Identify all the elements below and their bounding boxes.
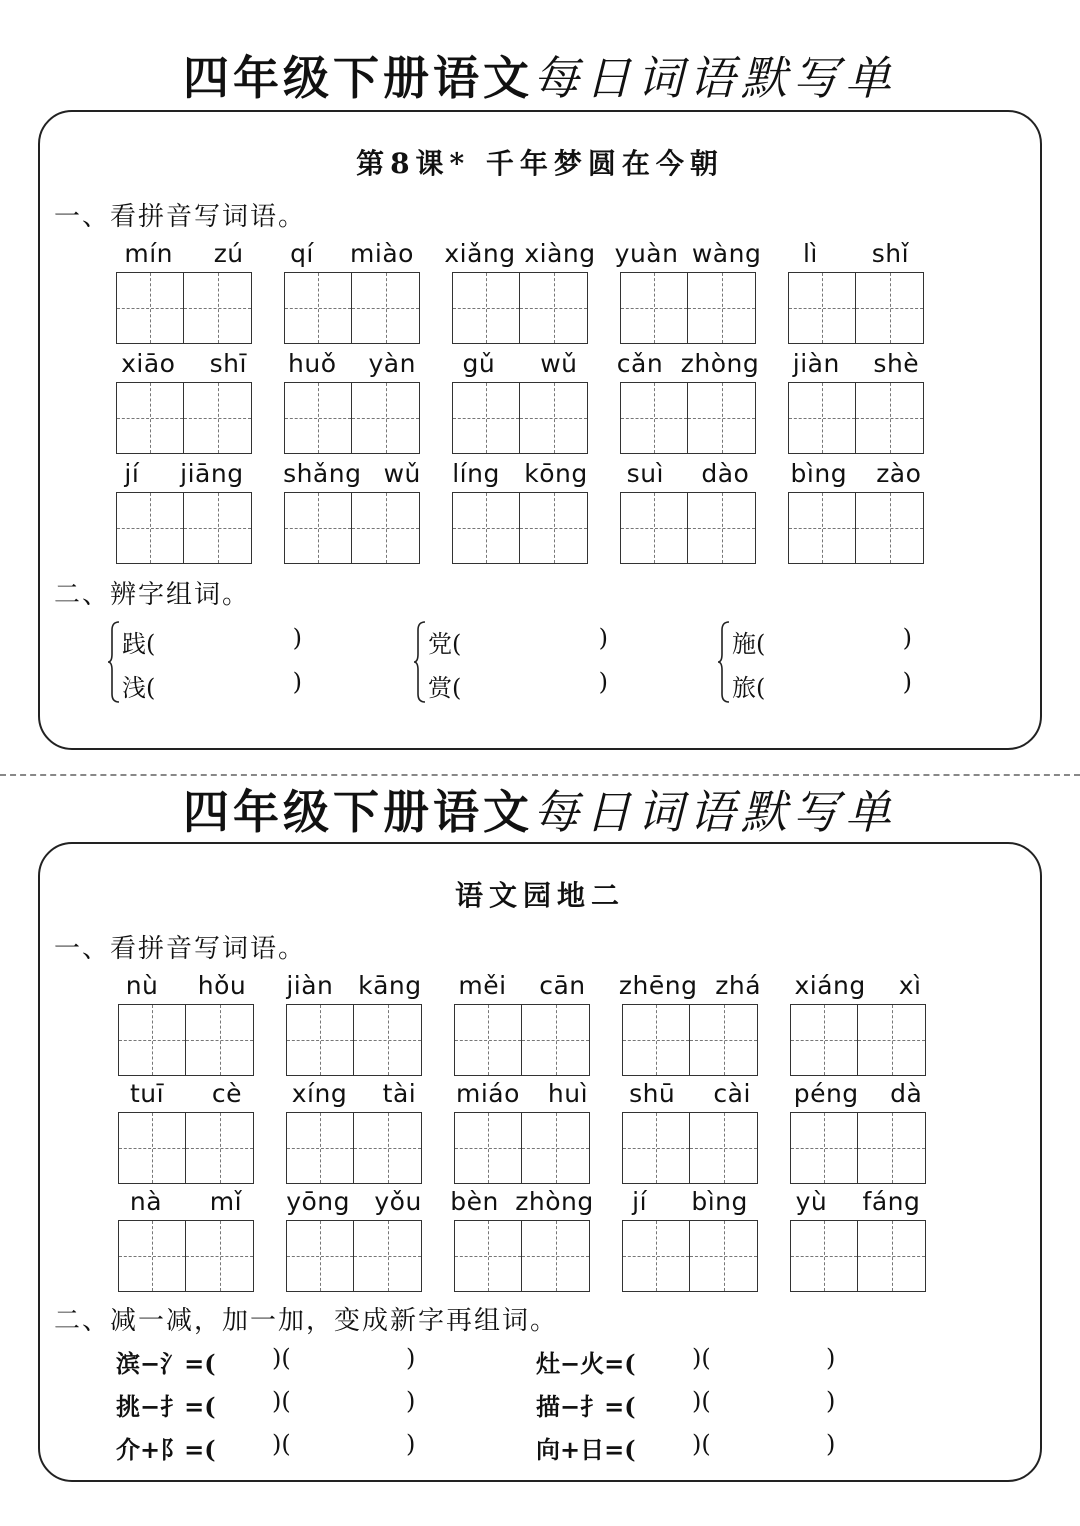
pinyin-label xyxy=(778,968,938,1002)
pinyin-syllable: wǔ xyxy=(383,458,421,488)
pinyin-syllable: shǐ xyxy=(871,238,910,268)
writing-box[interactable] xyxy=(286,1004,354,1076)
pinyin-syllable: zhòng xyxy=(680,348,760,378)
pinyin-syllable: suì xyxy=(626,458,664,488)
pinyin-syllable: kāng xyxy=(358,970,422,1000)
word-cell xyxy=(620,456,756,566)
writing-box[interactable] xyxy=(116,492,184,564)
section-pinyin-heading: 一、看拼音写词语。 xyxy=(54,202,307,232)
writing-box[interactable] xyxy=(620,492,688,564)
word-cell xyxy=(444,236,596,346)
answer-blank-paren: )( xyxy=(692,1387,711,1415)
pinyin-syllable: xíng xyxy=(291,1078,348,1108)
answer-blank-paren: )( xyxy=(692,1430,711,1458)
pinyin-syllable: wàng xyxy=(691,238,762,268)
pinyin-label xyxy=(776,346,936,380)
pinyin-syllable: bìng xyxy=(691,1186,748,1216)
pinyin-label xyxy=(778,1076,938,1110)
pinyin-syllable: zhēng xyxy=(618,970,698,1000)
pinyin-label xyxy=(776,456,936,490)
tianzige-box-pair xyxy=(788,272,924,344)
writing-box[interactable] xyxy=(284,382,352,454)
pinyin-label xyxy=(272,456,432,490)
writing-box[interactable] xyxy=(858,1112,926,1184)
writing-box[interactable] xyxy=(688,272,756,344)
pinyin-syllable: wǔ xyxy=(540,348,578,378)
equation-line[interactable] xyxy=(116,1383,436,1423)
equation-line[interactable] xyxy=(536,1340,856,1380)
equation-line[interactable] xyxy=(536,1383,856,1423)
writing-box[interactable] xyxy=(454,1220,522,1292)
sheet2-title-sub: 每日词语默写单 xyxy=(533,785,897,839)
word-blank-paren: ) xyxy=(826,1387,836,1415)
writing-box[interactable] xyxy=(790,1004,858,1076)
pinyin-syllable: zào xyxy=(876,458,922,488)
writing-box[interactable] xyxy=(690,1004,758,1076)
char-prompt: 党( xyxy=(428,630,462,658)
section-add-subtract-heading: 二、减一减，加一加，变成新字再组词。 xyxy=(54,1306,559,1336)
pinyin-syllable: miáo xyxy=(455,1078,520,1108)
cut-line-divider xyxy=(0,774,1080,776)
pinyin-syllable: qí xyxy=(290,238,314,268)
tianzige-box-pair xyxy=(620,382,756,454)
pinyin-syllable: yōng xyxy=(286,1186,350,1216)
writing-box[interactable] xyxy=(788,382,856,454)
answer-blank-paren: )( xyxy=(272,1430,291,1458)
char-pair-line[interactable] xyxy=(122,664,302,704)
writing-box[interactable] xyxy=(284,492,352,564)
char-prompt: 赏( xyxy=(428,674,462,702)
word-cell xyxy=(616,346,760,456)
pinyin-syllable: huǒ xyxy=(288,348,337,378)
pinyin-label xyxy=(440,456,600,490)
pinyin-syllable: tài xyxy=(382,1078,417,1108)
equation-expression: 挑−扌=( xyxy=(116,1392,216,1421)
writing-box[interactable] xyxy=(690,1220,758,1292)
equation-expression: 向+日=( xyxy=(536,1435,636,1464)
pinyin-label xyxy=(440,346,600,380)
pinyin-syllable: tuī xyxy=(129,1078,165,1108)
writing-box[interactable] xyxy=(858,1004,926,1076)
pinyin-syllable: huì xyxy=(547,1078,589,1108)
tianzige-box-pair xyxy=(284,492,420,564)
word-cell xyxy=(454,1076,590,1186)
section-distinguish-heading: 二、辨字组词。 xyxy=(54,580,251,610)
writing-box[interactable] xyxy=(622,1220,690,1292)
equation-line[interactable] xyxy=(116,1340,436,1380)
sheet1-card xyxy=(38,110,1042,750)
char-prompt: 施( xyxy=(732,630,766,658)
writing-box[interactable] xyxy=(688,492,756,564)
writing-box[interactable] xyxy=(858,1220,926,1292)
writing-box[interactable] xyxy=(286,1112,354,1184)
pinyin-label xyxy=(608,236,768,270)
pinyin-syllable: dà xyxy=(890,1078,923,1108)
pinyin-label xyxy=(442,1184,602,1218)
pinyin-syllable: xiàng xyxy=(524,238,596,268)
word-cell xyxy=(452,456,588,566)
writing-box[interactable] xyxy=(522,1004,590,1076)
writing-box[interactable] xyxy=(522,1112,590,1184)
tianzige-box-pair xyxy=(286,1004,422,1076)
pinyin-label xyxy=(610,968,770,1002)
writing-box[interactable] xyxy=(286,1220,354,1292)
tianzige-box-pair xyxy=(116,382,252,454)
writing-box[interactable] xyxy=(690,1112,758,1184)
answer-blank-paren: )( xyxy=(692,1344,711,1372)
writing-box[interactable] xyxy=(354,1004,422,1076)
tianzige-box-pair xyxy=(790,1220,926,1292)
close-paren: ) xyxy=(598,624,608,652)
pinyin-syllable: lì xyxy=(802,238,818,268)
close-paren: ) xyxy=(598,668,608,696)
word-cell xyxy=(116,346,252,456)
writing-box[interactable] xyxy=(520,382,588,454)
pinyin-label xyxy=(610,1184,770,1218)
tianzige-box-pair xyxy=(284,382,420,454)
pinyin-syllable: shū xyxy=(629,1078,676,1108)
word-cell xyxy=(788,236,924,346)
sheet1-title-sub: 每日词语默写单 xyxy=(533,51,897,105)
tianzige-box-pair xyxy=(790,1112,926,1184)
word-cell xyxy=(284,236,420,346)
writing-box[interactable] xyxy=(118,1112,186,1184)
word-cell xyxy=(622,1076,758,1186)
word-cell xyxy=(284,456,420,566)
close-paren: ) xyxy=(902,668,912,696)
pinyin-syllable: xiǎng xyxy=(444,238,516,268)
pinyin-syllable: yàn xyxy=(368,348,416,378)
word-cell xyxy=(116,456,252,566)
char-prompt: 践( xyxy=(122,630,156,658)
word-cell xyxy=(118,968,254,1078)
pinyin-syllable: gǔ xyxy=(462,348,496,378)
pinyin-syllable: jí xyxy=(632,1186,648,1216)
pinyin-label xyxy=(778,1184,938,1218)
writing-box[interactable] xyxy=(856,382,924,454)
pinyin-syllable: jí xyxy=(124,458,140,488)
tianzige-box-pair xyxy=(454,1004,590,1076)
pinyin-label xyxy=(104,456,264,490)
writing-box[interactable] xyxy=(520,272,588,344)
pinyin-syllable: xiāo xyxy=(121,348,176,378)
sheet2-title xyxy=(0,784,1080,840)
pinyin-label xyxy=(776,236,936,270)
word-cell xyxy=(618,968,762,1078)
pinyin-label xyxy=(274,1076,434,1110)
writing-box[interactable] xyxy=(688,382,756,454)
tianzige-box-pair xyxy=(118,1004,254,1076)
pinyin-syllable: shè xyxy=(873,348,920,378)
pinyin-syllable: shǎng xyxy=(283,458,362,488)
char-pair-line[interactable] xyxy=(122,620,302,660)
writing-box[interactable] xyxy=(184,382,252,454)
pinyin-syllable: bèn xyxy=(450,1186,499,1216)
writing-box[interactable] xyxy=(184,272,252,344)
pinyin-label xyxy=(440,236,600,270)
writing-box[interactable] xyxy=(354,1220,422,1292)
word-cell xyxy=(790,1076,926,1186)
word-cell xyxy=(284,346,420,456)
equation-expression: 滨−氵=( xyxy=(116,1349,216,1378)
writing-box[interactable] xyxy=(186,1220,254,1292)
pinyin-syllable: cān xyxy=(539,970,586,1000)
tianzige-box-pair xyxy=(452,492,588,564)
word-cell xyxy=(118,1076,254,1186)
pinyin-syllable: yuàn xyxy=(614,238,679,268)
writing-box[interactable] xyxy=(788,272,856,344)
word-cell xyxy=(788,346,924,456)
pinyin-syllable: líng xyxy=(452,458,500,488)
pinyin-label xyxy=(106,1076,266,1110)
word-cell xyxy=(790,968,926,1078)
lesson-title: 第8课* 千年梦圆在今朝 xyxy=(356,147,724,180)
sheet2-title-main: 四年级下册语文 xyxy=(183,785,533,839)
writing-box[interactable] xyxy=(284,272,352,344)
writing-box[interactable] xyxy=(790,1220,858,1292)
word-blank-paren: ) xyxy=(826,1430,836,1458)
close-paren: ) xyxy=(292,668,302,696)
pinyin-syllable: bìng xyxy=(790,458,848,488)
sheet2-card xyxy=(38,842,1042,1482)
pinyin-syllable: zú xyxy=(213,238,244,268)
pinyin-label xyxy=(610,1076,770,1110)
word-cell xyxy=(788,456,924,566)
pinyin-label xyxy=(608,346,768,380)
tianzige-box-pair xyxy=(286,1112,422,1184)
pinyin-syllable: měi xyxy=(458,970,507,1000)
close-paren: ) xyxy=(292,624,302,652)
pinyin-syllable: zhòng xyxy=(515,1186,594,1216)
writing-box[interactable] xyxy=(522,1220,590,1292)
writing-box[interactable] xyxy=(354,1112,422,1184)
brace-icon xyxy=(108,620,120,704)
word-cell xyxy=(614,236,762,346)
pinyin-label xyxy=(106,968,266,1002)
pinyin-syllable: cǎn xyxy=(616,348,664,378)
writing-box[interactable] xyxy=(622,1112,690,1184)
pinyin-syllable: péng xyxy=(793,1078,859,1108)
writing-box[interactable] xyxy=(622,1004,690,1076)
char-pair-line[interactable] xyxy=(732,620,912,660)
equation-line[interactable] xyxy=(536,1426,856,1466)
word-cell xyxy=(452,346,588,456)
char-pair-line[interactable] xyxy=(732,664,912,704)
lesson-title: 语文园地二 xyxy=(454,879,625,912)
word-cell xyxy=(286,1076,422,1186)
tianzige-box-pair xyxy=(788,382,924,454)
word-cell xyxy=(790,1184,926,1294)
writing-box[interactable] xyxy=(352,492,420,564)
equation-expression: 介+阝=( xyxy=(116,1435,216,1464)
writing-box[interactable] xyxy=(788,492,856,564)
char-prompt: 旅( xyxy=(732,674,766,702)
writing-box[interactable] xyxy=(352,272,420,344)
sheet1-title-main: 四年级下册语文 xyxy=(183,51,533,105)
section-pinyin-heading: 一、看拼音写词语。 xyxy=(54,934,307,964)
writing-box[interactable] xyxy=(620,272,688,344)
tianzige-box-pair xyxy=(454,1220,590,1292)
tianzige-box-pair xyxy=(452,272,588,344)
writing-box[interactable] xyxy=(184,492,252,564)
writing-box[interactable] xyxy=(790,1112,858,1184)
pinyin-syllable: cài xyxy=(713,1078,751,1108)
pinyin-syllable: miào xyxy=(350,238,414,268)
writing-box[interactable] xyxy=(856,492,924,564)
pinyin-syllable: yǒu xyxy=(374,1186,422,1216)
char-pair-group xyxy=(108,620,308,710)
writing-box[interactable] xyxy=(186,1004,254,1076)
equation-line[interactable] xyxy=(116,1426,436,1466)
word-cell xyxy=(118,1184,254,1294)
pinyin-label xyxy=(274,968,434,1002)
pinyin-syllable: cè xyxy=(211,1078,243,1108)
tianzige-box-pair xyxy=(788,492,924,564)
tianzige-box-pair xyxy=(620,272,756,344)
pinyin-syllable: jiāng xyxy=(180,458,244,488)
equation-expression: 灶−火=( xyxy=(536,1349,636,1378)
writing-box[interactable] xyxy=(520,492,588,564)
pinyin-label xyxy=(272,236,432,270)
char-prompt: 浅( xyxy=(122,674,156,702)
pinyin-syllable: zhá xyxy=(715,970,762,1000)
writing-box[interactable] xyxy=(856,272,924,344)
brace-icon xyxy=(718,620,730,704)
pinyin-label xyxy=(104,346,264,380)
tianzige-box-pair xyxy=(118,1112,254,1184)
pinyin-label xyxy=(104,236,264,270)
tianzige-box-pair xyxy=(454,1112,590,1184)
answer-blank-paren: )( xyxy=(272,1387,291,1415)
pinyin-syllable: yù xyxy=(795,1186,828,1216)
pinyin-syllable: mín xyxy=(124,238,173,268)
word-cell xyxy=(286,968,422,1078)
close-paren: ) xyxy=(902,624,912,652)
pinyin-label xyxy=(274,1184,434,1218)
tianzige-box-pair xyxy=(622,1220,758,1292)
char-pair-line[interactable] xyxy=(428,664,608,704)
equation-expression: 描−扌=( xyxy=(536,1392,636,1421)
writing-box[interactable] xyxy=(118,1004,186,1076)
pinyin-syllable: nà xyxy=(129,1186,163,1216)
pinyin-syllable: nù xyxy=(125,970,159,1000)
writing-box[interactable] xyxy=(352,382,420,454)
writing-box[interactable] xyxy=(454,1004,522,1076)
pinyin-syllable: xì xyxy=(898,970,922,1000)
writing-box[interactable] xyxy=(454,1112,522,1184)
pinyin-syllable: jiàn xyxy=(286,970,334,1000)
pinyin-label xyxy=(106,1184,266,1218)
pinyin-syllable: kōng xyxy=(524,458,588,488)
char-pair-group xyxy=(718,620,918,710)
pinyin-label xyxy=(608,456,768,490)
writing-box[interactable] xyxy=(452,492,520,564)
tianzige-box-pair xyxy=(790,1004,926,1076)
pinyin-label xyxy=(442,968,602,1002)
tianzige-box-pair xyxy=(622,1004,758,1076)
writing-box[interactable] xyxy=(116,382,184,454)
writing-box[interactable] xyxy=(116,272,184,344)
word-blank-paren: ) xyxy=(406,1344,416,1372)
word-cell xyxy=(450,1184,594,1294)
pinyin-syllable: shī xyxy=(209,348,247,378)
word-cell xyxy=(454,968,590,1078)
char-pair-group xyxy=(414,620,614,710)
word-cell xyxy=(116,236,252,346)
writing-box[interactable] xyxy=(118,1220,186,1292)
word-blank-paren: ) xyxy=(406,1430,416,1458)
pinyin-syllable: hǒu xyxy=(197,970,247,1000)
pinyin-syllable: dào xyxy=(701,458,750,488)
writing-box[interactable] xyxy=(186,1112,254,1184)
tianzige-box-pair xyxy=(284,272,420,344)
pinyin-syllable: jiàn xyxy=(792,348,840,378)
pinyin-syllable: xiáng xyxy=(794,970,866,1000)
writing-box[interactable] xyxy=(452,382,520,454)
brace-icon xyxy=(414,620,426,704)
tianzige-box-pair xyxy=(116,492,252,564)
word-blank-paren: ) xyxy=(406,1387,416,1415)
answer-blank-paren: )( xyxy=(272,1344,291,1372)
word-cell xyxy=(286,1184,422,1294)
tianzige-box-pair xyxy=(622,1112,758,1184)
tianzige-box-pair xyxy=(286,1220,422,1292)
tianzige-box-pair xyxy=(116,272,252,344)
writing-box[interactable] xyxy=(620,382,688,454)
pinyin-syllable: fáng xyxy=(862,1186,921,1216)
pinyin-syllable: mǐ xyxy=(209,1186,243,1216)
pinyin-label xyxy=(272,346,432,380)
tianzige-box-pair xyxy=(452,382,588,454)
word-cell xyxy=(622,1184,758,1294)
pinyin-label xyxy=(442,1076,602,1110)
char-pair-line[interactable] xyxy=(428,620,608,660)
writing-box[interactable] xyxy=(452,272,520,344)
tianzige-box-pair xyxy=(118,1220,254,1292)
tianzige-box-pair xyxy=(620,492,756,564)
word-blank-paren: ) xyxy=(826,1344,836,1372)
sheet1-title xyxy=(0,50,1080,106)
